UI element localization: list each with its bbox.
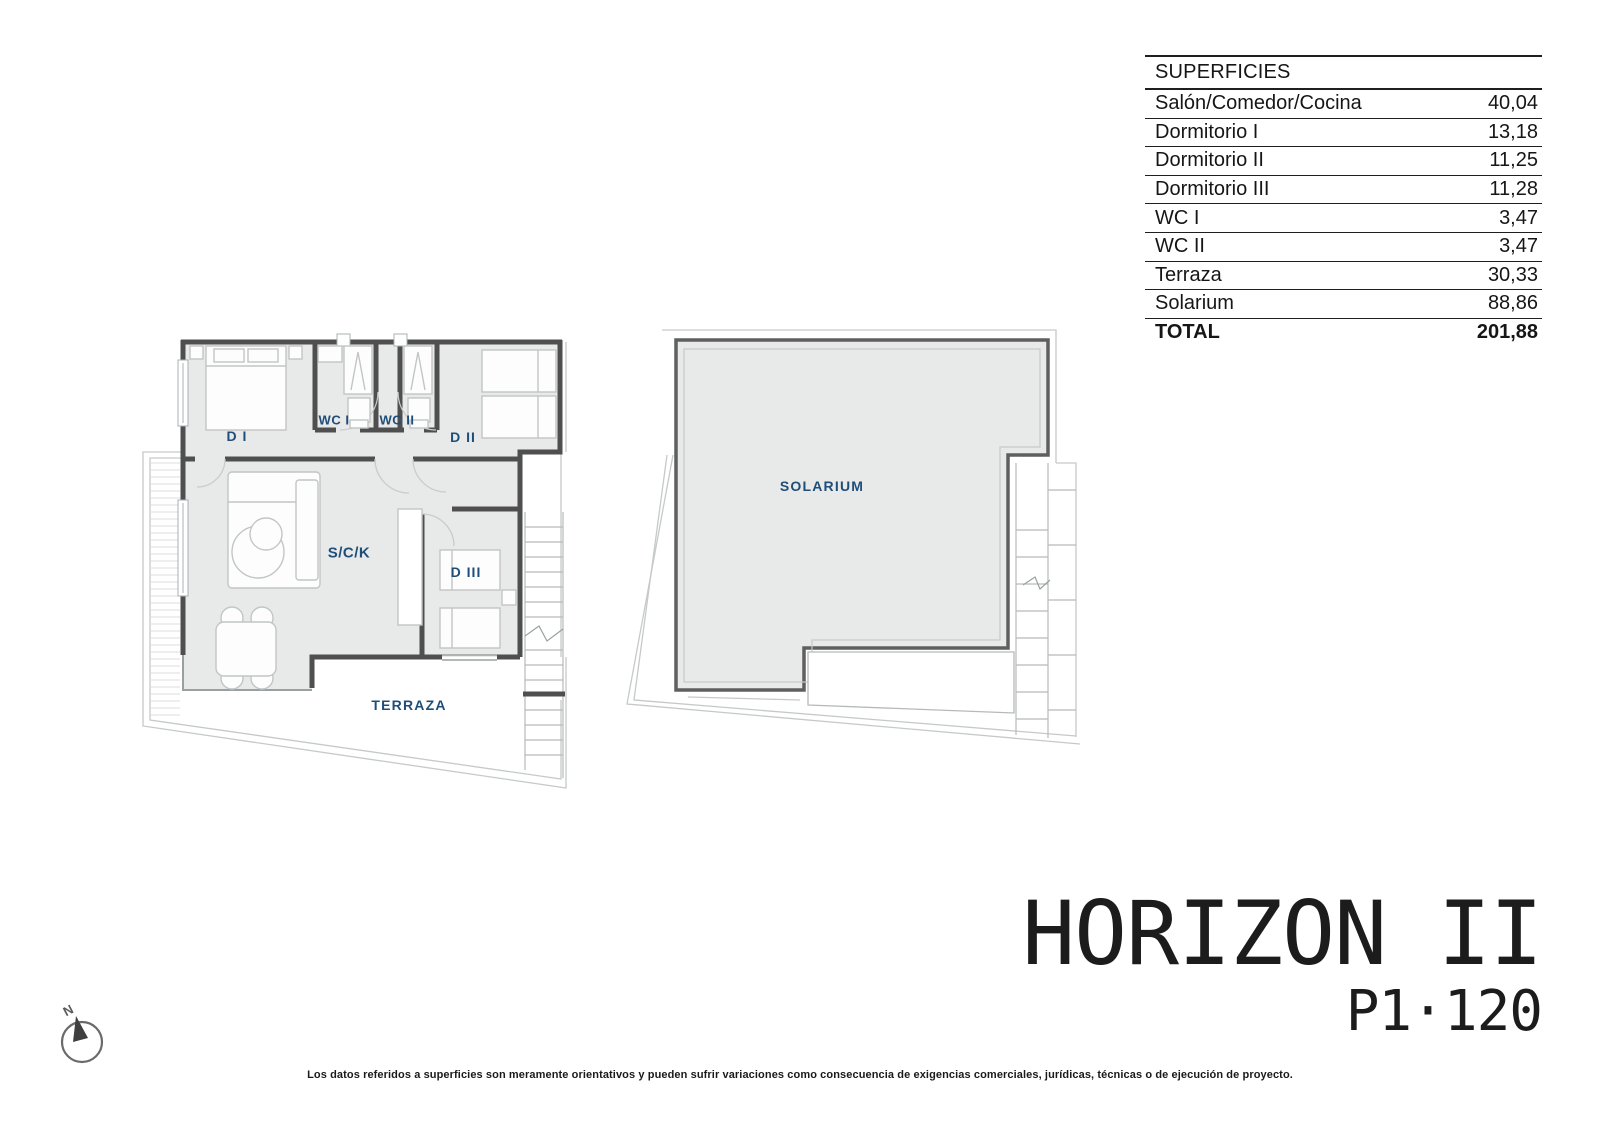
row-label: Dormitorio III <box>1155 178 1270 201</box>
row-value: 30,33 <box>1487 263 1538 286</box>
table-row-total <box>1145 319 1542 347</box>
table-row <box>1145 119 1542 148</box>
table-row <box>1145 90 1542 119</box>
row-value: 88,86 <box>1487 292 1538 315</box>
table-row <box>1145 176 1542 205</box>
room-label-terraza: TERRAZA <box>371 697 447 713</box>
solarium-lower-band <box>808 652 1014 713</box>
row-label: WC II <box>1155 235 1205 258</box>
terrace-side-hatch <box>151 459 180 719</box>
solarium-floor <box>676 340 1048 690</box>
exterior-stairs <box>525 512 563 778</box>
row-label: Dormitorio II <box>1155 149 1264 172</box>
disclaimer-text: Los datos referidos a superficies son meramente orientativos y pueden sufrir variaciones como consecuencia de exigencias comerciales, jurídicas, técnicas o de ejecución de proyecto. <box>307 1069 1293 1081</box>
compass <box>50 996 120 1070</box>
surfaces-table-header: SUPERFICIES <box>1145 57 1542 90</box>
plan-code: P1·120 <box>1345 979 1542 1044</box>
solarium-plan <box>627 330 1080 744</box>
compass-north-label: N <box>60 1001 76 1020</box>
project-title: HORIZON II <box>1022 882 1542 985</box>
solarium-stairs <box>1016 463 1076 738</box>
row-value: 40,04 <box>1487 92 1538 115</box>
room-label-wc2: WC II <box>379 412 415 428</box>
table-row <box>1145 262 1542 291</box>
row-value: 3,47 <box>1499 206 1538 229</box>
title-block <box>1022 882 1542 1044</box>
row-label: Salón/Comedor/Cocina <box>1155 92 1362 115</box>
table-row <box>1145 233 1542 262</box>
compass-needle-icon <box>73 1016 88 1042</box>
room-label-d1: D I <box>226 428 248 444</box>
room-label-wc1: WC I <box>318 412 350 428</box>
row-label: Dormitorio I <box>1155 120 1259 143</box>
row-value: 3,47 <box>1499 235 1538 258</box>
table-row <box>1145 147 1542 176</box>
row-value: 11,25 <box>1489 149 1538 172</box>
surfaces-table <box>1145 55 1542 346</box>
total-value: 201,88 <box>1476 321 1538 344</box>
room-label-d3: D III <box>450 564 482 580</box>
total-label: TOTAL <box>1155 321 1220 344</box>
room-label-sck: S/C/K <box>327 544 371 562</box>
room-label-d2: D II <box>450 429 476 445</box>
row-label: Terraza <box>1155 263 1222 286</box>
room-label-solarium: SOLARIUM <box>779 478 865 494</box>
table-row <box>1145 204 1542 233</box>
row-value: 13,18 <box>1487 120 1538 143</box>
row-value: 11,28 <box>1489 178 1538 201</box>
row-label: WC I <box>1155 206 1200 229</box>
table-row <box>1145 290 1542 319</box>
row-label: Solarium <box>1155 292 1234 315</box>
